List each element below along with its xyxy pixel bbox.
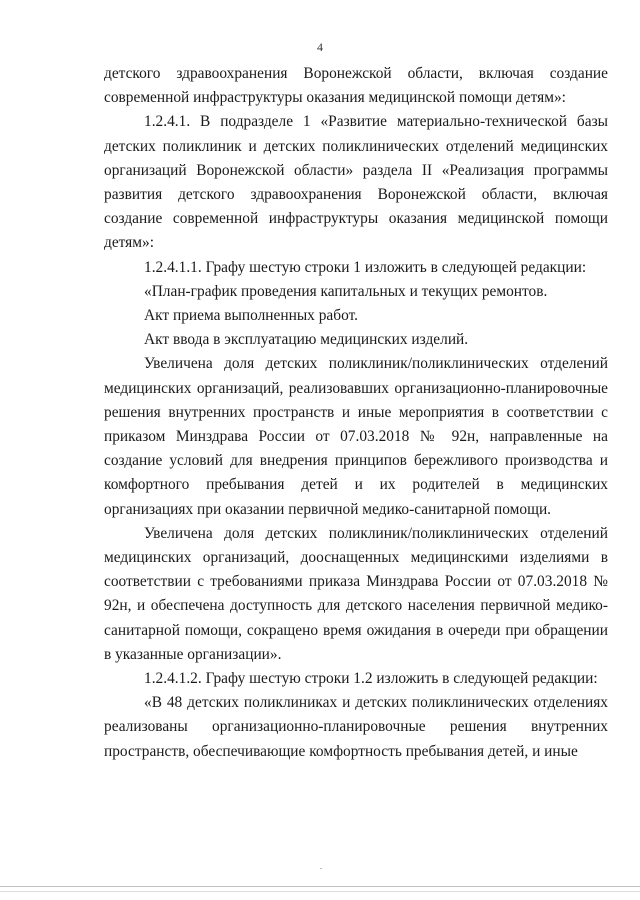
- paragraph-akt-vvoda: Акт ввода в эксплуатацию медицинских изделий.: [144, 331, 469, 349]
- scan-speck: [320, 868, 322, 869]
- scan-edge-line: [0, 891, 640, 892]
- paragraph-uvelichena-1: Увеличена доля детских поликлиник/поликлинических отделений медицинских организаций, реализовавших организационно-планировочные решения внутренних пространств и иные мероприятия в соответствии с приказом Минздрава России от 07.03.2018 № 92н, направленные на создание условий для внедрения принципов бережливого производства и комфортного пребывания детей и их родителей в медицинских организациях при оказании первичной медико-санитарной помощи.: [104, 355, 608, 518]
- paragraph-continuation: детского здравоохранения Воронежской области, включая создание современной инфраструктуры оказания медицинской помощи детям»:: [104, 65, 608, 107]
- paragraph-akt-priema: Акт приема выполненных работ.: [144, 307, 358, 325]
- paragraph-plan-grafik: «План-график проведения капитальных и текущих ремонтов.: [144, 282, 548, 300]
- paragraph-uvelichena-2: Увеличена доля детских поликлиник/поликлинических отделений медицинских организаций, дооснащенных медицинскими изделиями в соответствии с требованиями приказа Минздрава России от 07.03.2018 № 92н, и обеспечена доступность для детского населения первичной медико-санитарной помощи, сокращено время ожидания в очереди при обращении в указанные организации».: [104, 524, 608, 663]
- paragraph-v-48: «В 48 детских поликлиниках и детских поликлинических отделениях реализованы организационно-планировочные решения внутренних пространств, обеспечивающие комфортность пребывания детей, и иные: [104, 694, 608, 760]
- scan-edge-line: [0, 886, 640, 887]
- page-number: 4: [317, 40, 323, 54]
- document-body: [104, 62, 608, 764]
- paragraph-1-2-4-1-2: 1.2.4.1.2. Графу шестую строки 1.2 изложить в следующей редакции:: [144, 670, 598, 688]
- paragraph-1-2-4-1-1: 1.2.4.1.1. Графу шестую строки 1 изложить в следующей редакции:: [144, 258, 587, 276]
- paragraph-1-2-4-1: 1.2.4.1. В подразделе 1 «Развитие материально-технической базы детских поликлиник и детских поликлинических отделений медицинских организаций Воронежской области» раздела II «Реализация программы развития детского здравоохранения Воронежской области, включая создание современной инфраструктуры оказания медицинской помощи детям»:: [104, 113, 608, 252]
